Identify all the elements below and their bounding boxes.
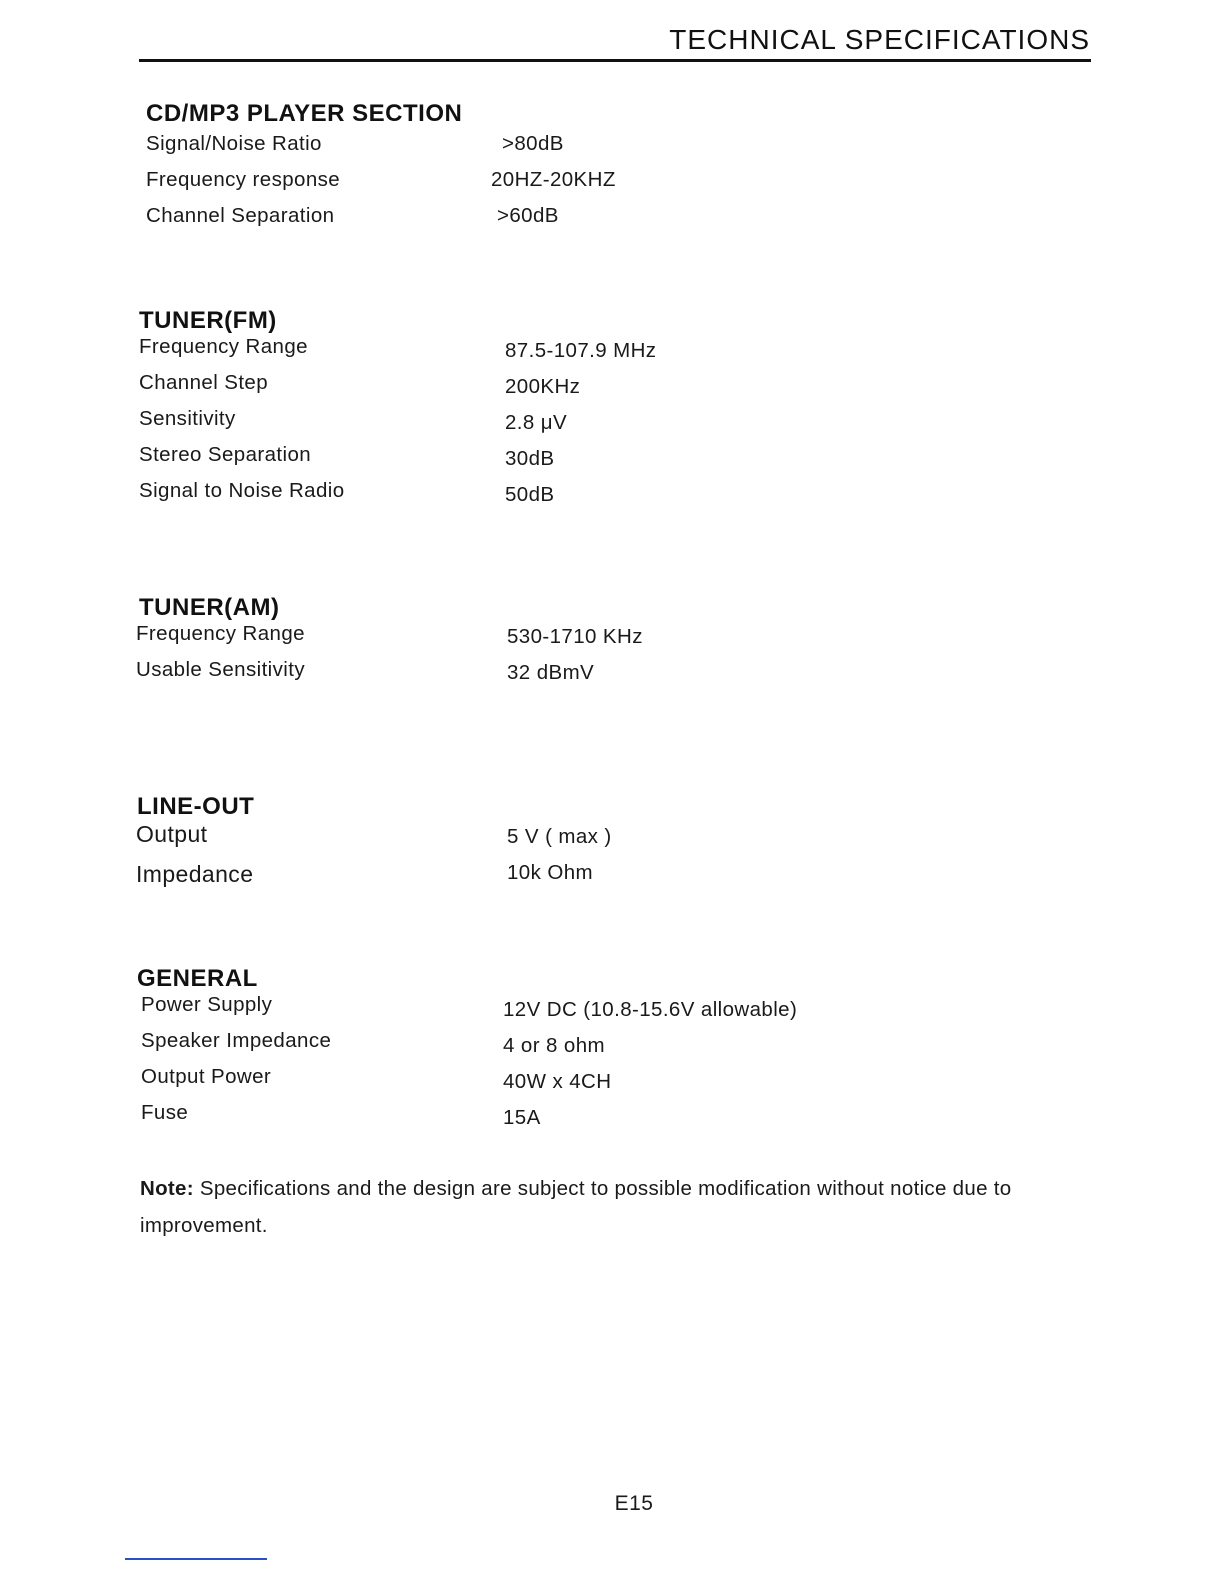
- spec-row: [146, 132, 564, 168]
- spec-label: Output Power: [141, 1065, 272, 1088]
- spec-row: [146, 204, 559, 240]
- spec-value: 4 or 8 ohm: [503, 1034, 605, 1057]
- spec-row: [136, 861, 593, 901]
- spec-row: [146, 168, 616, 204]
- section-title-tuner-am: TUNER(AM): [139, 594, 280, 621]
- general-section: [137, 965, 798, 1137]
- spec-row: [139, 407, 568, 443]
- spec-label: Frequency Range: [139, 335, 308, 358]
- spec-row: [136, 658, 595, 694]
- spec-value: 40W x 4CH: [503, 1070, 612, 1093]
- spec-value: 200KHz: [505, 375, 581, 398]
- spec-label: Stereo Separation: [139, 443, 312, 466]
- spec-row: [139, 443, 555, 479]
- spec-label: Speaker Impedance: [141, 1029, 332, 1052]
- spec-row: [139, 371, 581, 407]
- spec-label: Fuse: [141, 1101, 189, 1124]
- spec-value: 12V DC (10.8-15.6V allowable): [503, 998, 798, 1021]
- note-paragraph: [140, 1170, 1100, 1244]
- spec-row: [141, 1029, 605, 1065]
- tuner-fm-section: [139, 307, 657, 515]
- spec-value: 20HZ-20KHZ: [491, 168, 616, 191]
- header-divider: [139, 59, 1091, 62]
- spec-value: 530-1710 KHz: [507, 625, 643, 648]
- section-title-cd-mp3: CD/MP3 PLAYER SECTION: [146, 100, 463, 127]
- spec-row: [139, 479, 555, 515]
- spec-value: 30dB: [505, 447, 555, 470]
- spec-value: 15A: [503, 1106, 541, 1129]
- spec-value: 32 dBmV: [507, 661, 595, 684]
- spec-label: Frequency Range: [136, 622, 305, 645]
- note-label: Note:: [140, 1177, 194, 1200]
- footer-divider: [125, 1558, 267, 1560]
- section-title-line-out: LINE-OUT: [137, 793, 255, 820]
- spec-label: Impedance: [136, 861, 254, 887]
- spec-label: Sensitivity: [139, 407, 236, 430]
- spec-row: [141, 1065, 612, 1101]
- spec-value: >60dB: [497, 204, 559, 227]
- page-title: TECHNICAL SPECIFICATIONS: [669, 24, 1090, 55]
- spec-value: 2.8 μV: [505, 411, 568, 434]
- spec-value: 5 V ( max ): [507, 825, 612, 848]
- page-number: E15: [614, 1492, 654, 1515]
- spec-label: Channel Step: [139, 371, 269, 394]
- cd-mp3-section: [146, 100, 616, 240]
- spec-label: Signal/Noise Ratio: [146, 132, 322, 155]
- spec-label: Usable Sensitivity: [136, 658, 305, 681]
- spec-row: [139, 335, 657, 371]
- spec-value: >80dB: [502, 132, 564, 155]
- section-title-tuner-fm: TUNER(FM): [139, 307, 277, 334]
- spec-row: [141, 1101, 541, 1137]
- line-out-section: [136, 793, 612, 901]
- spec-label: Power Supply: [141, 993, 273, 1016]
- tuner-am-section: [136, 594, 643, 694]
- section-title-general: GENERAL: [137, 965, 258, 992]
- spec-row: [136, 821, 612, 861]
- spec-value: 50dB: [505, 483, 555, 506]
- spec-label: Output: [136, 821, 208, 847]
- spec-label: Signal to Noise Radio: [139, 479, 345, 502]
- spec-value: 10k Ohm: [507, 861, 593, 884]
- spec-label: Frequency response: [146, 168, 341, 191]
- note-text: Specifications and the design are subject to possible modification without notice due to improvement.: [140, 1177, 1012, 1237]
- spec-row: [141, 993, 798, 1029]
- spec-label: Channel Separation: [146, 204, 335, 227]
- spec-row: [136, 622, 643, 658]
- spec-value: 87.5-107.9 MHz: [505, 339, 657, 362]
